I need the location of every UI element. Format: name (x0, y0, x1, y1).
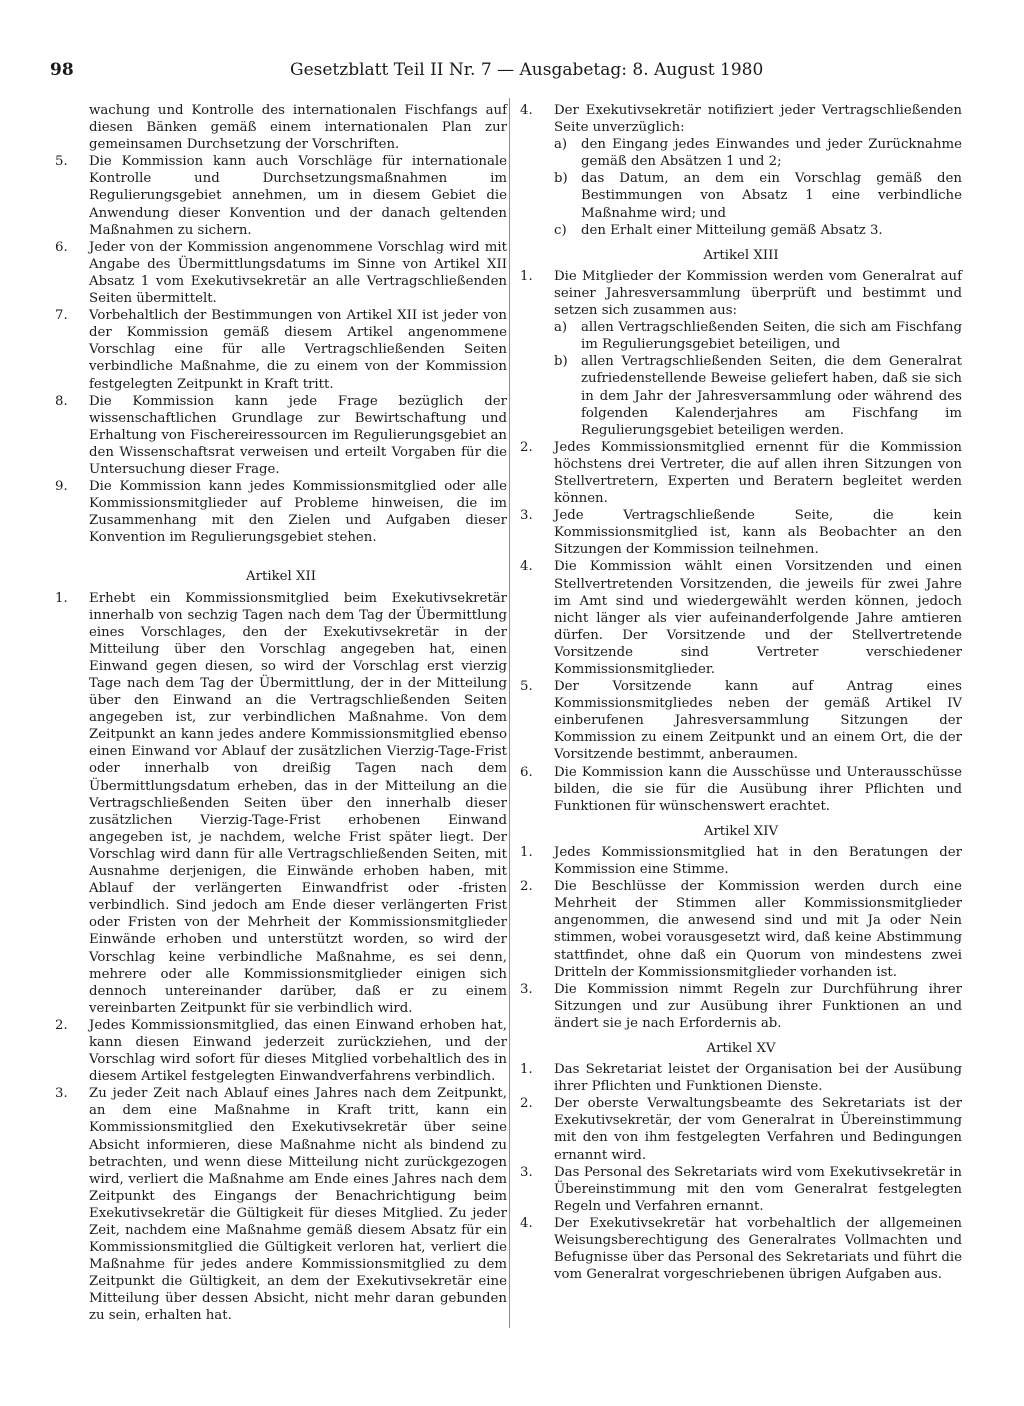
paragraph-text: Der Exekutivsekretär notifiziert jeder Vertragschließenden Seite unverzüglich: (554, 103, 962, 136)
paragraph-text: Zu jeder Zeit nach Ablauf eines Jahres nach dem Zeitpunkt, an dem eine Maßnahme in Kraft tritt, kann ein Kommissionsmitglied den Exekutivsekretär über seine Absicht informieren, diese Maßnahme nicht als bindend zu betrachten, und wenn diese Mitteilung nicht zurückgezogen wird, verliert die Maßnahme am Ende eines Jahres nach dem Zeitpunkt des Eingangs der Benachrichtigung beim Exekutivsekretär die Gültigkeit für dieses Mitglied. Zu jeder Zeit, nachdem eine Maßnahme gemäß diesem Absatz für ein Kommissionsmitglied die Gültigkeit verloren hat, verliert die Maßnahme für jedes andere Kommissionsmitglied zu dem Zeitpunkt die Gültigkeit, an dem der Exekutivsekretär eine Mitteilung über dessen Absicht, nicht mehr daran gebunden zu sein, erhalten hat. (89, 1086, 507, 1324)
sub-item-b (520, 353, 962, 438)
article-heading-xiv: Artikel XIV (703, 823, 779, 839)
right-column (520, 102, 962, 1283)
page-header (50, 60, 980, 84)
paragraph-number: 9. (55, 479, 68, 495)
paragraph-text: Jeder von der Kommission angenommene Vorschlag wird mit Angabe des Übermittlungsdatums im Sinne von Artikel XII Absatz 1 vom Exekutivsekretär an alle Vertragschließenden Seiten übermittelt. (89, 239, 507, 307)
paragraph-number: 8. (55, 393, 68, 409)
paragraph-xii-3 (55, 1085, 507, 1324)
paragraph-number: 1. (520, 844, 533, 860)
paragraph-text: Die Kommission kann jede Frage bezüglich der wissenschaftlichen Grundlage zur Bewirtschaftung und Erhaltung von Fischereiressourcen im Regulierungsgebiet an den Wissenschaftsrat verweisen und erteilt Vorgaben für die Untersuchung dieser Frage. (89, 393, 507, 477)
article-heading-xiii: Artikel XIII (703, 247, 779, 263)
paragraph-text: Jedes Kommissionsmitglied hat in den Beratungen der Kommission eine Stimme. (554, 844, 962, 878)
paragraph-number: 5. (520, 679, 533, 695)
paragraph-5 (55, 153, 507, 238)
column-divider (509, 98, 510, 1328)
paragraph-xii-4 (520, 102, 962, 136)
paragraph-6 (55, 239, 507, 307)
continued-paragraph: wachung und Kontrolle des internationalen Fischfangs auf diesen Bänken gemäß einem internationalen Plan zur gemeinsamen Durchsetzung der Vorschriften. (89, 103, 507, 153)
article-heading-xii: Artikel XII (246, 569, 316, 585)
paragraph-number: 3. (520, 508, 533, 524)
paragraph-number: 3. (55, 1086, 68, 1102)
sub-item-c (520, 222, 962, 239)
paragraph-text: Die Kommission wählt einen Vorsitzenden und einen Stellvertretenden Vorsitzenden, die jeweils für zwei Jahre im Amt sind und wiedergewählt werden können, jedoch nicht länger als vier aufeinanderfolgende Jahre amtieren dürfen. Der Vorsitzende und der Stellvertretende Vorsitzende sind Vertreter verschiedener Kommissionsmitglieder. (554, 559, 962, 677)
left-column (55, 102, 507, 1325)
sub-item-text: allen Vertragschließenden Seiten, die dem Generalrat zufriedenstellende Beweise geliefert haben, daß sie sich in dem Jahr der Jahresversammlung oder während des folgenden Kalenderjahres am Fischfang im Regulierungsgebiet beteiligen werden. (581, 354, 962, 438)
paragraph-number: 1. (520, 268, 533, 284)
paragraph-text: Die Kommission kann auch Vorschläge für internationale Kontrolle und Durchsetzungsmaßnahmen im Regulierungsgebiet annehmen, um in diesem Gebiet die Anwendung dieser Konvention und der danach geltenden Maßnahmen zu sichern. (89, 154, 507, 238)
paragraph-number: 2. (55, 1017, 68, 1033)
header-title: Gesetzblatt Teil II Nr. 7 — Ausgabetag: 8. August 1980 (290, 60, 764, 80)
paragraph-xiii-5 (520, 678, 962, 763)
paragraph-number: 2. (520, 879, 533, 895)
sub-item-label: a) (554, 320, 568, 336)
sub-item-text: den Erhalt einer Mitteilung gemäß Absatz 3. (581, 222, 883, 238)
paragraph-number: 7. (55, 308, 68, 324)
paragraph-text: Erhebt ein Kommissionsmitglied beim Exekutivsekretär innerhalb von sechzig Tagen nach dem Tag der Übermittlung eines Vorschlages, den der Exekutivsekretär in der Mitteilung über den Vorschlag angegeben hat, einen Einwand gegen diesen, so wird der Vorschlag erst vierzig Tage nach dem Tag der Übermittlung, der in der Mitteilung über den Einwand an die Vertragschließenden Seiten angegeben ist, zur verbindlichen Maßnahme. Von dem Zeitpunkt an kann jedes andere Kommissionsmitglied ebenso einen Einwand vor Ablauf der zusätzlichen Vierzig-Tage-Frist oder innerhalb von dreißig Tagen nach dem Übermittlungsdatum erheben, das in der Mitteilung an die Vertragschließenden Seiten über den innerhalb dieser zusätzlichen Vierzig-Tage-Frist erhobenen Einwand angegeben ist, je nachdem, welche Frist später liegt. Der Vorschlag wird dann für alle Vertragschließenden Seiten, mit Ausnahme derjenigen, die Einwände erhoben haben, mit Ablauf der verlängerten Einwandfrist oder -fristen verbindlich. Sind jedoch am Ende dieser verlängerten Frist oder Fristen von der Mehrheit der Kommissionsmitglieder Einwände erhoben und unterstützt worden, so wird der Vorschlag keine verbindliche Maßnahme, es sei denn, mehrere oder alle Kommissionsmitglieder einigen sich dennoch untereinander darüber, daß er zu einem vereinbarten Zeitpunkt für sie verbindlich wird. (89, 590, 507, 1016)
paragraph-xiii-6 (520, 764, 962, 815)
paragraph-number: 1. (520, 1062, 533, 1078)
paragraph-text: Die Kommission nimmt Regeln zur Durchführung ihrer Sitzungen und zur Ausübung ihrer Funktionen an und ändert sie je nach Erfordernis ab. (554, 981, 962, 1031)
paragraph-8 (55, 393, 507, 478)
sub-item-text: allen Vertragschließenden Seiten, die sich am Fischfang im Regulierungsgebiet beteiligen, und (581, 320, 962, 353)
paragraph-number: 1. (55, 590, 68, 606)
paragraph-xiii-4 (520, 558, 962, 678)
paragraph-text: Vorbehaltlich der Bestimmungen von Artikel XII ist jeder von der Kommission gemäß diesem Artikel angenommene Vorschlag eine für alle Vertragschließenden Seiten verbindliche Maßnahme, die zu einem von der Kommission festgelegten Zeitpunkt in Kraft tritt. (89, 308, 507, 392)
paragraph-xiii-3 (520, 507, 962, 558)
paragraph-xiii-1 (520, 268, 962, 319)
paragraph-text: Der Vorsitzende kann auf Antrag eines Kommissionsmitgliedes neben der gemäß Artikel IV einberufenen Jahresversammlung Sitzungen der Kommission zu einem Zeitpunkt und an einem Ort, die der Vorsitzende bestimmt, anberaumen. (554, 679, 962, 763)
paragraph-text: Die Beschlüsse der Kommission werden durch eine Mehrheit der Stimmen aller Kommissionsmitglieder angenommen, die anwesend sind und mit Ja oder Nein stimmen, wobei vorausgesetzt wird, daß keine Abstimmung stattfindet, ohne daß ein Quorum von mindestens zwei Dritteln der Kommissionsmitglieder vorhanden ist. (554, 879, 962, 980)
paragraph-number: 3. (520, 981, 533, 997)
paragraph-number: 4. (520, 559, 533, 575)
paragraph-text: Jedes Kommissionsmitglied, das einen Einwand erhoben hat, kann diesen Einwand jederzeit zurückziehen, und der Vorschlag wird sofort für dieses Mitglied vorbehaltlich des in diesem Artikel festgelegten Einwandverfahrens verbindlich. (89, 1017, 507, 1085)
paragraph-xii-2 (55, 1017, 507, 1085)
paragraph-xii-1 (55, 590, 507, 1017)
paragraph-number: 6. (520, 764, 533, 780)
paragraph-number: 3. (520, 1164, 533, 1180)
article-heading-xv: Artikel XV (706, 1040, 776, 1056)
paragraph-xiv-1 (520, 844, 962, 878)
paragraph-xiv-2 (520, 878, 962, 981)
sub-item-b (520, 170, 962, 221)
sub-item-a (520, 136, 962, 170)
paragraph-9 (55, 478, 507, 546)
paragraph-text: Die Kommission kann jedes Kommissionsmitglied oder alle Kommissionsmitglieder auf Probleme hinweisen, die im Zusammenhang mit den Zielen und Aufgaben dieser Konvention im Regulierungsgebiet stehen. (89, 479, 507, 546)
paragraph-text: Der Exekutivsekretär hat vorbehaltlich der allgemeinen Weisungsberechtigung des Generalrates Vollmachten und Befugnisse über das Personal des Sekretariats und führt die vom Generalrat vorgeschriebenen übrigen Aufgaben aus. (554, 1215, 962, 1283)
paragraph-xv-4 (520, 1215, 962, 1283)
sub-item-label: b) (554, 171, 568, 187)
paragraph-text: Die Kommission kann die Ausschüsse und Unterausschüsse bilden, die sie für die Ausübung ihrer Pflichten und Funktionen für wünschenswert erachtet. (554, 764, 962, 814)
paragraph-xiv-3 (520, 981, 962, 1032)
paragraph-xv-3 (520, 1164, 962, 1215)
paragraph-7 (55, 307, 507, 392)
paragraph-text: Jedes Kommissionsmitglied ernennt für die Kommission höchstens drei Vertreter, die auf allen ihren Sitzungen von Stellvertretern, Experten und Beratern begleitet werden können. (554, 439, 962, 507)
paragraph-number: 5. (55, 154, 68, 170)
paragraph-xiii-2 (520, 439, 962, 507)
paragraph-number: 4. (520, 103, 533, 118)
paragraph-xv-2 (520, 1095, 962, 1163)
sub-item-text: das Datum, an dem ein Vorschlag gemäß den Bestimmungen von Absatz 1 eine verbindliche Maßnahme wird; und (581, 171, 962, 221)
paragraph-text: Die Mitglieder der Kommission werden vom Generalrat auf seiner Jahresversammlung überprüft und bestimmt und setzen sich zusammen aus: (554, 268, 962, 319)
paragraph-number: 2. (520, 439, 533, 455)
paragraph-text: Das Sekretariat leistet der Organisation bei der Ausübung ihrer Pflichten und Funktionen Dienste. (554, 1062, 962, 1095)
paragraph-text: Das Personal des Sekretariats wird vom Exekutivsekretär in Übereinstimmung mit den vom Generalrat festgelegten Regeln und Verfahren ernannt. (554, 1164, 962, 1214)
sub-item-text: den Eingang jedes Einwandes und jeder Zurücknahme gemäß den Absätzen 1 und 2; (581, 137, 962, 170)
paragraph-xv-1 (520, 1061, 962, 1095)
sub-item-label: c) (554, 222, 567, 238)
paragraph-text: Jede Vertragschließende Seite, die kein Kommissionsmitglied ist, kann als Beobachter an den Sitzungen der Kommission teilnehmen. (554, 508, 962, 558)
paragraph-number: 6. (55, 239, 68, 255)
paragraph-number: 4. (520, 1215, 533, 1231)
sub-item-a (520, 319, 962, 353)
paragraph-text: Der oberste Verwaltungsbeamte des Sekretariats ist der Exekutivsekretär, der vom Generalrat in Übereinstimmung mit den von ihm festgelegten Verfahren und Bedingungen ernannt wird. (554, 1096, 962, 1163)
sub-item-label: a) (554, 137, 568, 153)
paragraph-number: 2. (520, 1096, 533, 1112)
page-number: 98 (50, 60, 74, 80)
sub-item-label: b) (554, 354, 568, 370)
